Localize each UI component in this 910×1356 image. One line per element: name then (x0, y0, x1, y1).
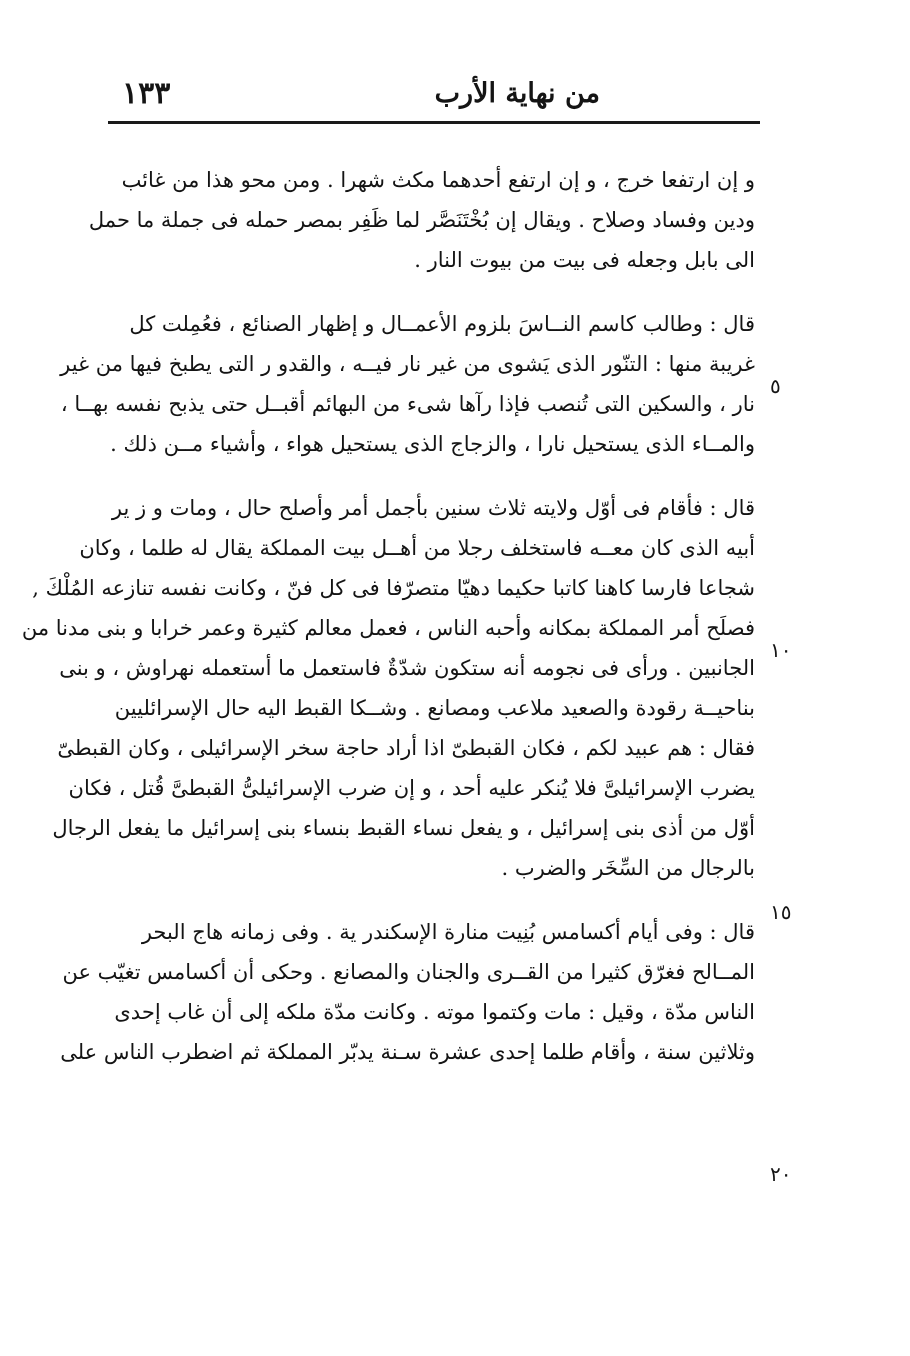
paragraph (21, 488, 755, 888)
text-line: فصلَح أمر المملكة بمكانه وأحبه الناس ، فعمل معالم كثيرة وعمر خرابا و بنى مدنا من (21, 616, 755, 640)
paragraph-gap (110, 888, 755, 912)
text-line: أبيه الذى كان معــه فاستخلف رجلا من أهــل بيت المملكة يقال له طلما ، وكان (79, 536, 755, 560)
header-divider (108, 121, 760, 124)
text-line: الناس مدّة ، وقيل : مات وكتموا موته . وكانت مدّة ملكه إلى أن غاب إحدى (114, 1000, 755, 1024)
paragraph-gap (110, 280, 755, 304)
text-line: أوّل من أذى بنى إسرائيل ، و يفعل نساء القبط بنساء بنى إسرائيل ما يفعل الرجال (52, 816, 755, 840)
page-number: ١٣٣ (122, 76, 171, 111)
text-line: بناحيــة رقودة والصعيد ملاعب ومصانع . وشــكا القبط اليه حال الإسرائليين (114, 696, 755, 720)
text-line: المــالح فغرّق كثيرا من القــرى والجنان والمصانع . وحكى أن أكسامس تغيّب عن (62, 960, 755, 984)
text-line: و إن ارتفعا خرج ، و إن ارتفع أحدهما مكث شهرا . ومن محو هذا من غائب (121, 168, 755, 192)
text-line: الجانبين . ورأى فى نجومه أنه ستكون شدّةٌ فاستعمل ما أستعمله نهراوش ، و بنى (59, 656, 755, 680)
text-line: ودين وفساد وصلاح . ويقال إن بُخْتَنَصَّر لما ظَفِر بمصر حمله فى جملة ما حمل (88, 208, 755, 232)
text-line: والمــاء الذى يستحيل نارا ، والزجاج الذى يستحيل هواء ، وأشياء مــن ذلك . (110, 432, 755, 456)
text-line: وثلاثين سنة ، وأقام طلما إحدى عشرة سـنة يدبّر المملكة ثم اضطرب الناس على (60, 1040, 755, 1064)
body-text (21, 160, 755, 1072)
paragraph (88, 160, 755, 280)
running-title: من نهاية الأرب (434, 78, 600, 109)
margin-line-number: ٥ (770, 374, 781, 398)
text-line: نار ، والسكين التى تُنصب فإذا رآها شىء من البهائم أقبــل حتى يذبح نفسه بهــا ، (60, 392, 755, 416)
text-line: يضرب الإسرائيلىَّ فلا يُنكر عليه أحد ، و إن ضرب الإسرائيلىُّ القبطىَّ قُتل ، فكان (68, 776, 755, 800)
text-line: غريبة منها : التنّور الذى يَشوى من غير نار فيــه ، والقدو ر التى يطبخ فيها من غير (60, 352, 755, 376)
text-line: فقال : هم عبيد لكم ، فكان القبطىّ اذا أراد حاجة سخر الإسرائيلى ، وكان القبطىّ (57, 736, 755, 760)
margin-line-number: ٢٠ (770, 1162, 792, 1186)
text-line: شجاعا فارسا كاهنا كاتبا حكيما دهيّا متصرّفا فى كل فنّ ، وكانت نفسه تنازعه المُلْكَ , (32, 576, 755, 600)
text-line: الى بابل وجعله فى بيت من بيوت النار . (414, 248, 755, 272)
margin-line-number: ١٥ (770, 900, 792, 924)
text-line: قال : وفى أيام أكسامس بُنِيت منارة الإسكندر ية . وفى زمانه هاج البحر (141, 920, 755, 944)
paragraph (60, 304, 755, 464)
page-header (108, 70, 760, 120)
text-line: قال : وطالب كاسم النــاسَ بلزوم الأعمــال و إظهار الصنائع ، فعُمِلت كل (129, 312, 755, 336)
paragraph (60, 912, 755, 1072)
paragraph-gap (110, 464, 755, 488)
margin-line-number: ١٠ (770, 638, 792, 662)
text-line: بالرجال من السِّخَر والضرب . (501, 856, 755, 880)
text-line: قال : فأقام فى أوّل ولايته ثلاث سنين بأجمل أمر وأصلح حال ، ومات و ز ير (111, 496, 755, 520)
